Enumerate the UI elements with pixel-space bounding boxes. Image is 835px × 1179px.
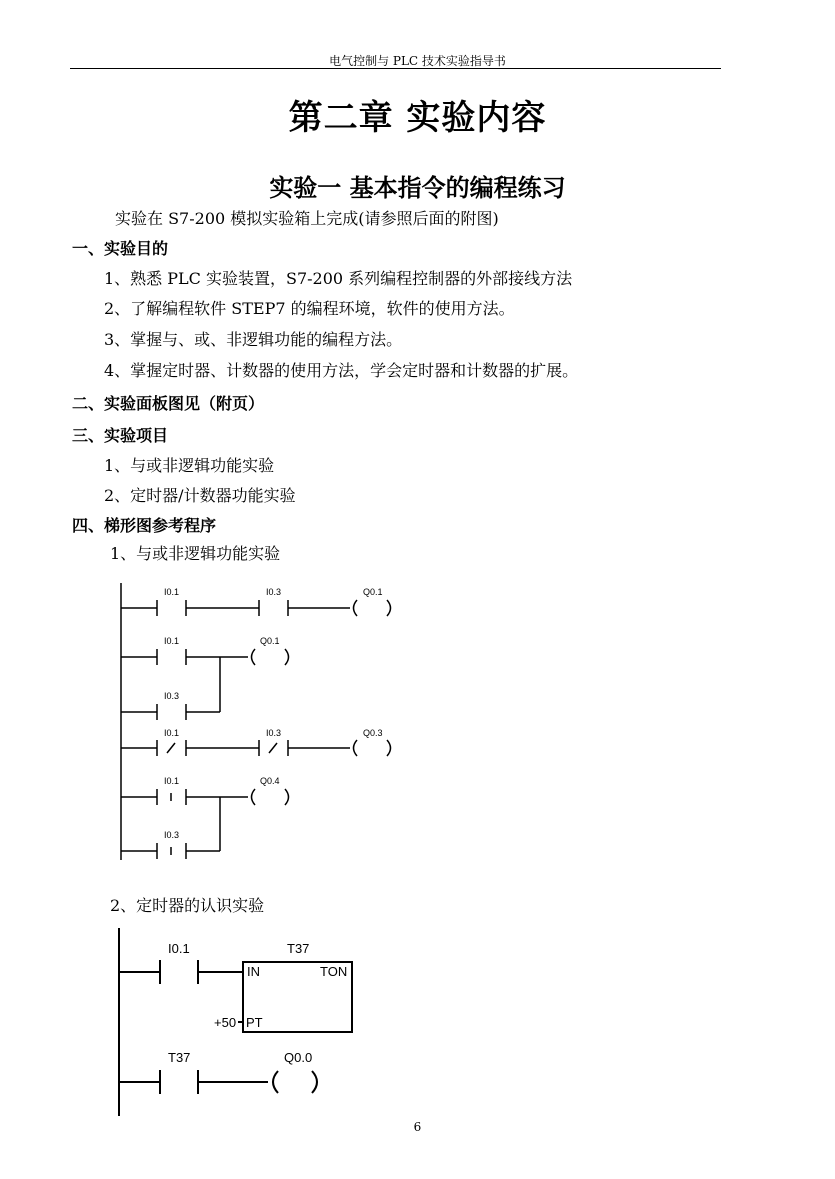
timer-preset-value: +50 — [214, 1015, 237, 1030]
output-coil-label: Q0.0 — [284, 1050, 313, 1065]
purpose-item-2: 2、了解编程软件 STEP7 的编程环境，软件的使用方法。 — [104, 299, 515, 318]
running-header: 电气控制与 PLC 技术实验指导书 — [329, 54, 506, 68]
section-items-heading: 三、实验项目 — [72, 426, 169, 445]
rung2-coil-label: Q0.1 — [260, 636, 280, 646]
rung3-coil-label: Q0.3 — [363, 728, 383, 738]
rung3-contact2-label: I0.3 — [266, 728, 282, 738]
rung4-contact2-label: I0.3 — [164, 830, 180, 840]
intro-text: 实验在 S7-200 模拟实验箱上完成(请参照后面的附图) — [115, 209, 499, 228]
section-panel-heading: 二、实验面板图见（附页） — [72, 394, 265, 413]
project-item-2: 2、定时器/计数器功能实验 — [104, 486, 296, 505]
experiment-title: 实验一 基本指令的编程练习 — [269, 173, 566, 202]
section-purpose-heading: 一、实验目的 — [72, 239, 169, 258]
section-ladder-heading: 四、梯形图参考程序 — [72, 516, 217, 535]
ladder-subheading-2: 2、定时器的认识实验 — [110, 896, 265, 915]
timer-in-label: IN — [247, 964, 260, 979]
rung1-coil-label: Q0.1 — [363, 587, 383, 597]
project-item-1: 1、与或非逻辑功能实验 — [104, 456, 275, 475]
page-number: 6 — [413, 1120, 422, 1134]
rung4-contact1-label: I0.1 — [164, 776, 180, 786]
rung1-contact1-label: I0.1 — [164, 587, 180, 597]
ladder-subheading-1: 1、与或非逻辑功能实验 — [110, 544, 281, 563]
timer-pt-label: PT — [246, 1015, 263, 1030]
purpose-item-3: 3、掌握与、或、非逻辑功能的编程方法。 — [104, 330, 403, 349]
chapter-title: 第二章 实验内容 — [288, 98, 547, 138]
rung4-coil-label: Q0.4 — [260, 776, 280, 786]
rung2-contact1-label: I0.1 — [164, 636, 180, 646]
timer-type-label: TON — [320, 964, 348, 979]
rung2-contact2-label: I0.3 — [164, 691, 180, 701]
timer-rung-contact-label: I0.1 — [168, 941, 190, 956]
purpose-item-4: 4、掌握定时器、计数器的使用方法，学会定时器和计数器的扩展。 — [104, 361, 579, 380]
output-rung-contact-label: T37 — [168, 1050, 191, 1065]
rung1-contact2-label: I0.3 — [266, 587, 282, 597]
timer-name-label: T37 — [287, 941, 310, 956]
rung3-contact1-label: I0.1 — [164, 728, 180, 738]
purpose-item-1: 1、熟悉 PLC 实验装置，S7-200 系列编程控制器的外部接线方法 — [104, 269, 573, 288]
